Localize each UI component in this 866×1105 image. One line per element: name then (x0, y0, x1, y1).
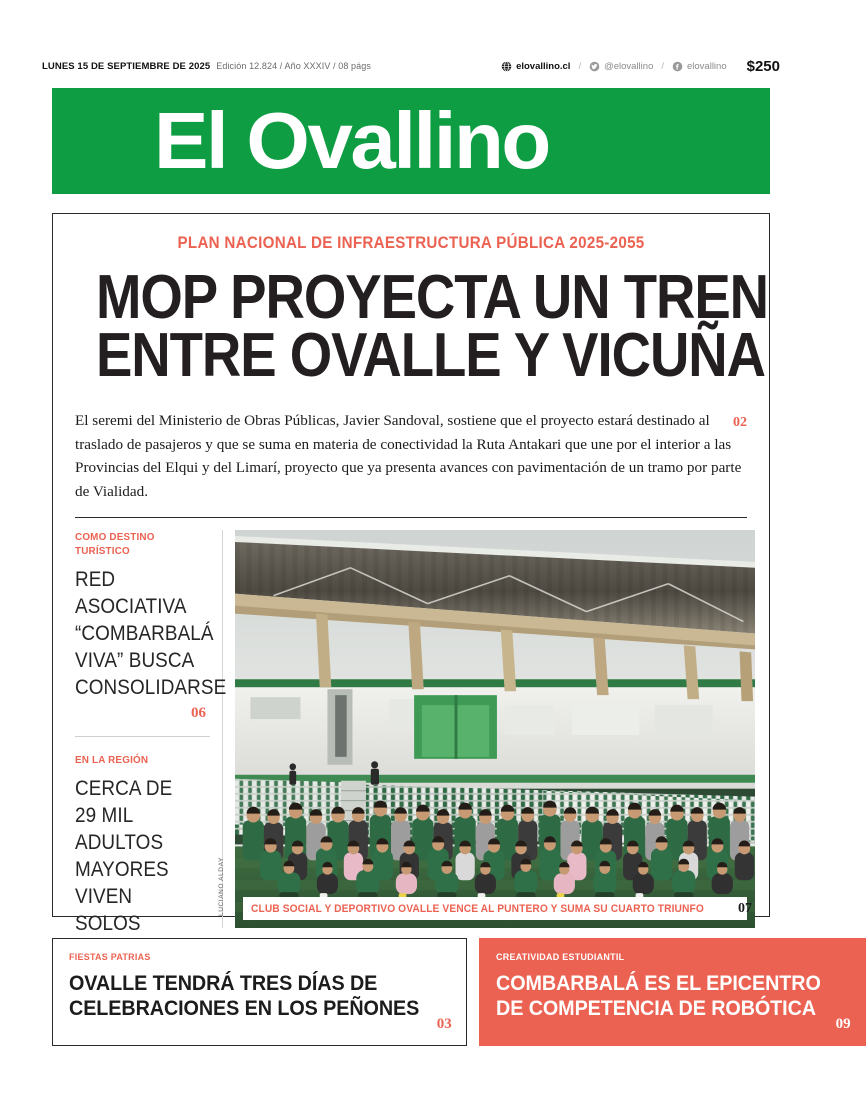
teaser-kicker-2: CREATIVIDAD ESTUDIANTIL (495, 952, 625, 963)
photo-caption-text: CLUB SOCIAL Y DEPORTIVO OVALLE VENCE AL PUNTERO Y SUMA SU CUARTO TRIUNFO (251, 902, 704, 915)
photo-block (218, 530, 755, 928)
teaser-kicker-1: FIESTAS PATRIAS (69, 952, 151, 963)
masthead-banner (52, 88, 770, 194)
teaser-headline-1 (69, 971, 419, 1021)
divider-rule (75, 517, 747, 518)
teaser-2-line-2: DE COMPETENCIA DE ROBÓTICA (495, 996, 816, 1020)
teaser-2-line-1: COMBARBALÁ ES EL EPICENTRO (495, 971, 821, 995)
lead-photo (235, 530, 755, 928)
sidebar-headline-1: RED ASOCIATIVA “COMBARBALÁ VIVA” BUSCA CONSOLIDARSE (75, 568, 227, 699)
sidebar-kicker-1: COMO DESTINO TURÍSTICO (75, 531, 155, 557)
edition-info: Edición 12.824 / Año XXXIV / 08 págs (216, 60, 371, 71)
sidebar-divider (75, 736, 210, 737)
lead-story-page-number: 02 (733, 415, 747, 430)
dateline (42, 61, 371, 72)
headline-line-1: MOP PROYECTA UN TREN (95, 263, 769, 332)
teaser-1-line-1: OVALLE TENDRÁ TRES DÍAS DE (69, 971, 378, 995)
cover-price: $250 (746, 57, 780, 75)
teaser-robotica[interactable] (479, 938, 866, 1046)
twitter-link[interactable] (589, 61, 653, 72)
facebook-handle: elovallino (687, 60, 727, 72)
sidebar-item-combarbala-viva[interactable] (75, 530, 227, 722)
lead-story-body (75, 409, 747, 503)
photo-page-number: 07 (737, 900, 752, 916)
secondary-content-row (75, 530, 755, 935)
separator-2: / (661, 60, 664, 72)
photo-caption-bar (243, 897, 752, 920)
website-label: elovallino.cl (516, 60, 571, 72)
globe-icon (501, 61, 512, 72)
masthead-social-row (501, 58, 780, 75)
facebook-icon (672, 61, 683, 72)
teaser-1-line-2: CELEBRACIONES EN LOS PEÑONES (69, 996, 420, 1020)
separator-1: / (578, 60, 582, 72)
sidebar-stories (75, 530, 227, 935)
sidebar-kicker-2: EN LA REGIÓN (75, 754, 149, 766)
newspaper-logo: El Ovallino (154, 96, 549, 185)
top-bar (42, 55, 780, 77)
lead-story-kicker: PLAN NACIONAL DE INFRAESTRUCTURA PÚBLICA 2025-2055 (177, 234, 645, 252)
teaser-headline-2 (496, 971, 821, 1021)
twitter-icon (589, 61, 600, 72)
teaser-page-number-1: 03 (436, 1016, 452, 1032)
website-link[interactable] (501, 61, 570, 72)
teaser-fiestas-patrias[interactable] (52, 938, 467, 1046)
bottom-teasers (52, 938, 851, 1046)
sidebar-headline-2: CERCA DE 29 MIL ADULTOS MAYORES VIVEN SOLOS (75, 777, 173, 935)
sidebar-item-adultos-mayores[interactable] (75, 753, 210, 958)
facebook-link[interactable] (672, 61, 727, 72)
sidebar-page-number-1: 06 (191, 705, 206, 721)
stadium-photo-illustration (235, 530, 755, 928)
twitter-handle: @elovallino (604, 60, 654, 72)
teaser-page-number-2: 09 (835, 1016, 851, 1032)
photo-credit: LUCIANO ALDAY (218, 857, 225, 916)
publication-date: LUNES 15 DE SEPTIEMBRE DE 2025 (42, 60, 211, 72)
headline-line-2: ENTRE OVALLE Y VICUÑA (95, 321, 765, 390)
lead-story-box (52, 213, 770, 935)
lead-story-headline (95, 263, 769, 390)
lead-story-text: El seremi del Ministerio de Obras Públicas, Javier Sandoval, sostiene que el proyecto estará destinado al traslado de pasajeros y que se suma en materia de conectividad la Ruta Antakari que une por el interior a las Provincias del Elqui y del Limarí, proyecto que ya presenta avances con pavimentación de un tramo por parte de Vialidad. (75, 412, 742, 500)
